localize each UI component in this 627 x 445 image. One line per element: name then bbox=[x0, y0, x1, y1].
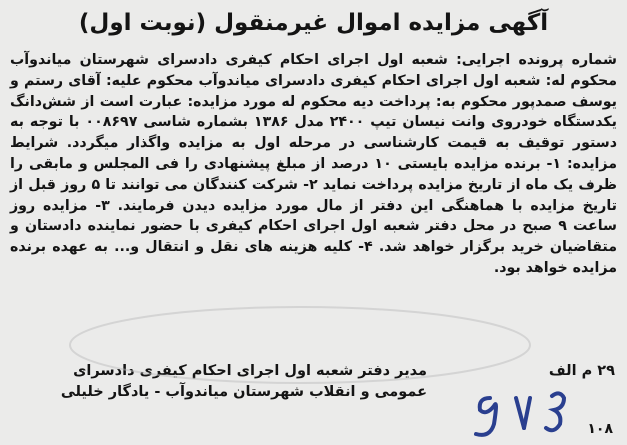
reference-number: ۱۰۸ bbox=[587, 421, 613, 437]
signature-line-1: مدیر دفتر شعبه اول اجرای احکام کیفری دادسرای bbox=[73, 363, 427, 379]
notice-body: شماره پرونده اجرایی: شعبه اول اجرای احکام کیفری دادسرای شهرستان میاندوآب محکوم له: شعبه اول اجرای احکام کیفری دادسرای میاندوآب محکوم علیه: آقای رستم و یوسف صمدپور محکوم به: پرداخت دیه محکوم له مورد مزایده: عبارت است از شش‌دانگ یکدستگاه خودروی وانت نیسان تیپ ۲۴۰۰ مدل ۱۳۸۶ بشماره شاسی ۰۰۸۶۹۷ با توجه به دستور توقیف به قیمت کارشناسی در مرحله اول به مزایده واگذار میگردد. شرایط مزایده: ۱- برنده مزایده بایستی ۱۰ درصد از مبلغ پیشنهادی را فی المجلس و مابقی را ظرف یک ماه از تاریخ مزایده پرداخت نماید ۲- شرکت کنندگان می توانند تا ۵ روز قبل از تاریخ مزایده با هماهنگی این دفتر از مال مورد مزایده دیدن فرمایند. ۳- مزایده روز ساعت ۹ صبح در محل دفتر شعبه اول اجرای احکام کیفری با حضور نماینده دادستان و متقاضیان خرید برگزار خواهد شد. ۴- کلیه هزینه های نقل و انتقال و... به عهده برنده مزایده خواهد بود. bbox=[10, 52, 618, 276]
signature-line-2: عمومی و انقلاب شهرستان میاندوآب - یادگار خلیلی bbox=[60, 384, 427, 400]
handwritten-number-stamp bbox=[460, 384, 570, 444]
notice-title: آگهی مزایده اموال غیرمنقول (نوبت اول) bbox=[78, 10, 549, 36]
notice-date: ۲۹ م الف bbox=[548, 363, 615, 379]
signature-block bbox=[7, 361, 427, 403]
